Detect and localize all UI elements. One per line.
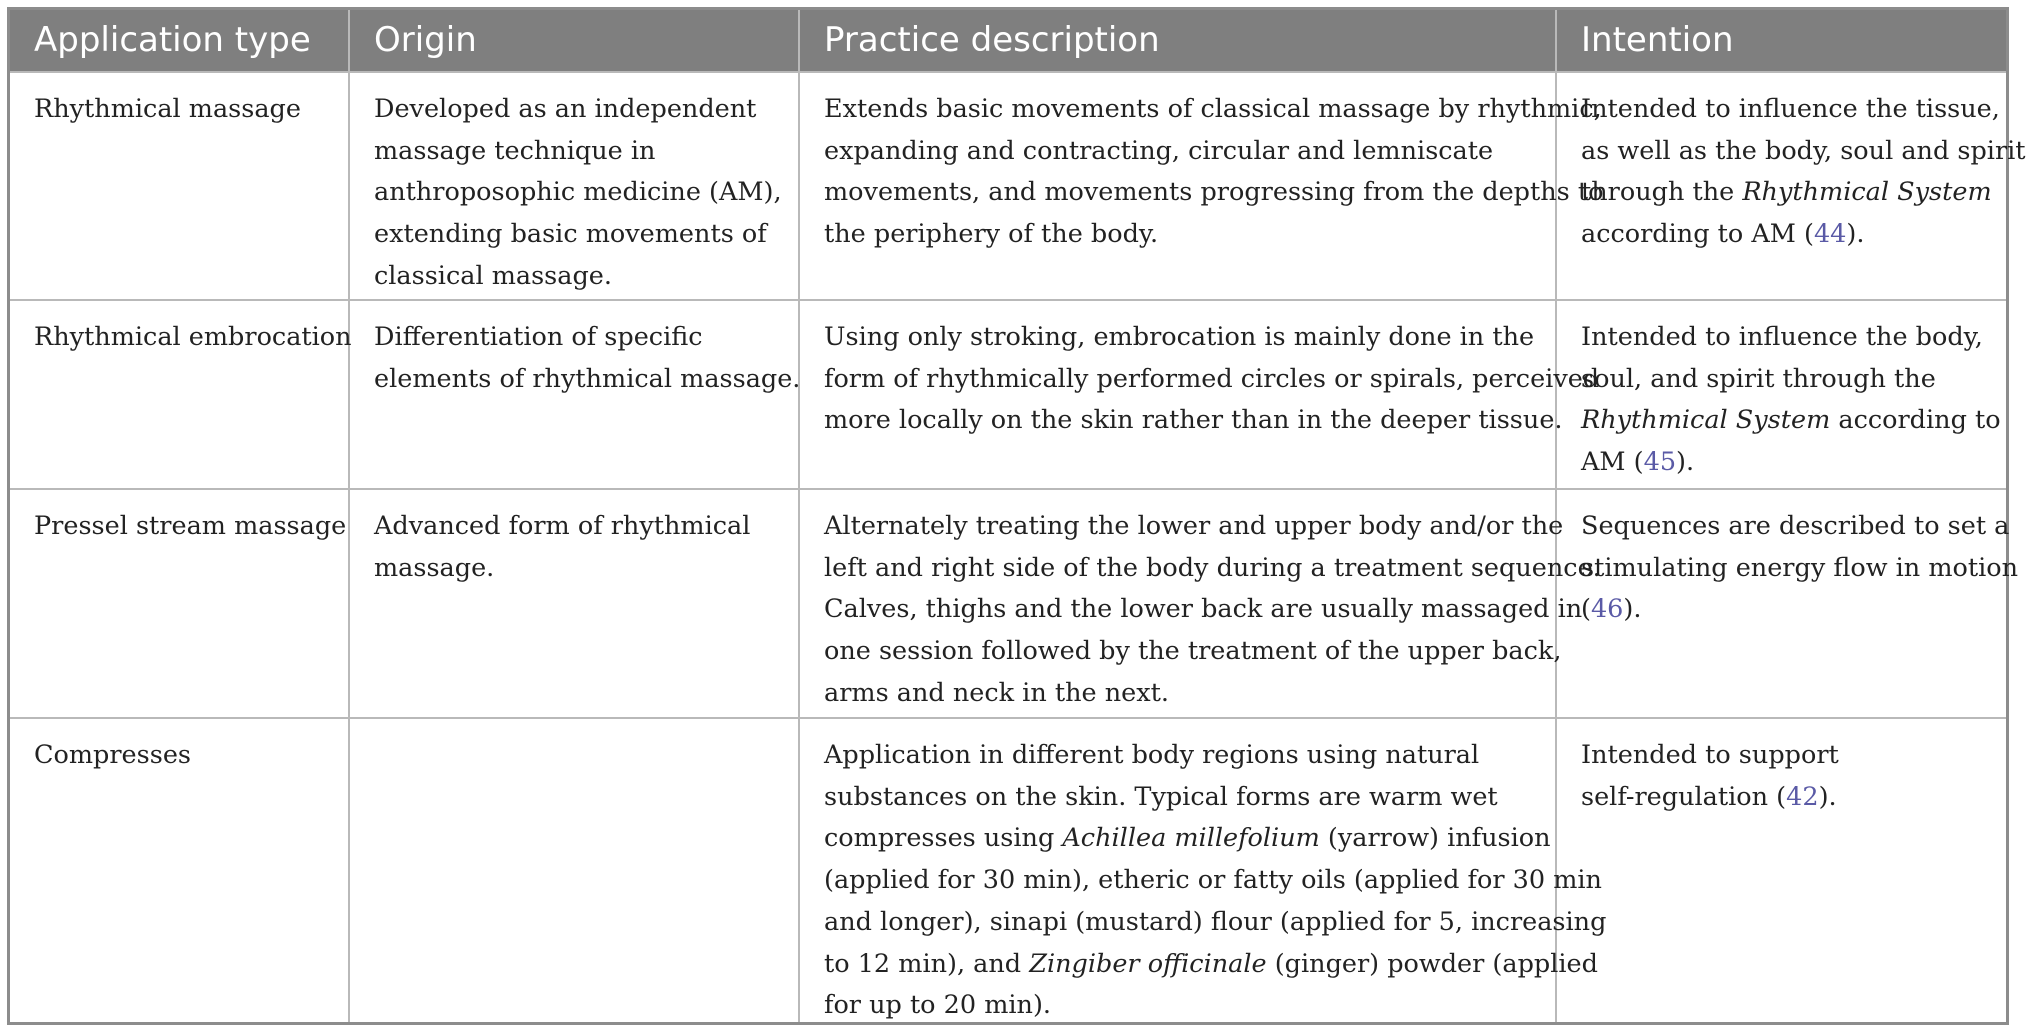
- header-intention: Intention: [1557, 10, 2006, 73]
- text-fragment: ).: [1818, 781, 1837, 812]
- cell-text-line: and longer), sinapi (mustard) flour (applied for 5, increasing: [824, 906, 1607, 937]
- cell-practice-description: [800, 301, 1600, 490]
- cell-text-line: massage technique in: [374, 135, 656, 166]
- cell-origin: [350, 301, 800, 490]
- header-origin: Origin: [350, 10, 800, 73]
- text-fragment: (: [1581, 594, 1591, 625]
- cell-practice-description: [800, 490, 1601, 719]
- cell-origin: [350, 490, 800, 719]
- cell-text-line: Intended to influence the body,: [1581, 322, 1983, 352]
- italic-term: Zingiber officinale: [1029, 948, 1267, 979]
- cell-text-line: Sequences are described to set a: [1581, 511, 2010, 541]
- cell-text-line: Extends basic movements of classical massage by rhythmic,: [824, 94, 1602, 124]
- cell-text-line: soul, and spirit through the: [1581, 363, 1936, 394]
- cell-text-line: [1581, 589, 1986, 631]
- cell-intention: [1557, 490, 2019, 719]
- cell-text-line: Using only stroking, embrocation is mainly done in the: [824, 322, 1535, 352]
- cell-text-line: substances on the skin. Typical forms are warm wet: [824, 781, 1498, 812]
- cell-text-line: left and right side of the body during a treatment sequence.: [824, 552, 1601, 583]
- cell-origin-empty: [350, 719, 800, 1022]
- cell-text-line: [1581, 777, 1986, 819]
- text-fragment: to 12 min), and: [824, 948, 1030, 979]
- text-fragment: ).: [1676, 447, 1695, 478]
- cell-text-line: Developed as an independent: [374, 94, 757, 124]
- text-fragment: compresses using: [824, 823, 1063, 854]
- cell-practice-description: [800, 73, 1604, 301]
- reference-link[interactable]: 45: [1643, 447, 1677, 478]
- cell-text-line: Differentiation of specific: [374, 322, 703, 352]
- cell-text-line: form of rhythmically performed circles or spirals, perceived: [824, 363, 1600, 394]
- cell-text-line: (applied for 30 min), etheric or fatty oils (applied for 30 min: [824, 865, 1602, 896]
- reference-link[interactable]: 42: [1786, 781, 1819, 812]
- cell-intention: [1557, 73, 2026, 301]
- cell-text: Rhythmical embrocation: [34, 322, 352, 352]
- cell-application-type: [10, 73, 350, 301]
- cell-practice-description: [800, 719, 1607, 1022]
- cell-text-line: [824, 944, 1598, 986]
- cell-text-line: Calves, thighs and the lower back are usually massaged in: [824, 594, 1583, 625]
- text-fragment: through the: [1581, 177, 1743, 208]
- cell-text-line: one session followed by the treatment of the upper back,: [824, 636, 1562, 667]
- italic-term: Achillea millefolium: [1062, 823, 1320, 854]
- cell-text-line: the periphery of the body.: [824, 219, 1159, 250]
- cell-text-line: Application in different body regions using natural: [824, 740, 1480, 770]
- cell-text-line: movements, and movements progressing from the depths to: [824, 177, 1604, 208]
- cell-text-line: extending basic movements of: [374, 219, 767, 250]
- cell-application-type: [10, 719, 350, 1022]
- cell-text-line: Advanced form of rhythmical: [374, 511, 751, 541]
- cell-text-line: stimulating energy flow in motion: [1581, 552, 2019, 583]
- italic-term: Rhythmical System: [1581, 405, 1831, 436]
- header-practice-description: Practice description: [800, 10, 1557, 73]
- text-fragment: according to AM (: [1581, 219, 1814, 250]
- text-fragment: (ginger) powder (applied: [1266, 948, 1598, 979]
- text-fragment: AM (: [1581, 447, 1644, 478]
- cell-text-line: [1581, 442, 1986, 484]
- text-fragment: ).: [1846, 219, 1865, 250]
- cell-text-line: massage.: [374, 552, 495, 583]
- cell-text-line: [1581, 214, 1986, 256]
- cell-intention: [1557, 719, 2006, 1022]
- cell-text-line: as well as the body, soul and spirit: [1581, 135, 2026, 166]
- cell-text-line: elements of rhythmical massage.: [374, 363, 801, 394]
- cell-intention: [1557, 301, 2006, 490]
- cell-application-type: [10, 490, 350, 719]
- cell-text-line: more locally on the skin rather than in the deeper tissue.: [824, 405, 1563, 436]
- cell-text-line: [1581, 400, 2001, 442]
- cell-text: Pressel stream massage: [34, 511, 347, 541]
- reference-link[interactable]: 44: [1813, 219, 1847, 250]
- text-fragment: (yarrow) infusion: [1319, 823, 1551, 854]
- cell-text: Rhythmical massage: [34, 94, 301, 124]
- cell-text-line: anthroposophic medicine (AM),: [374, 177, 782, 208]
- text-fragment: according to: [1830, 405, 2001, 436]
- text-fragment: ).: [1623, 594, 1642, 625]
- reference-link[interactable]: 46: [1590, 594, 1624, 625]
- text-fragment: self-regulation (: [1581, 781, 1787, 812]
- cell-text-line: [1581, 172, 1992, 214]
- cell-text-line: classical massage.: [374, 260, 612, 291]
- header-application-type: Application type: [10, 10, 350, 73]
- practices-table: [7, 7, 2026, 1025]
- cell-text-line: Intended to influence the tissue,: [1581, 94, 2000, 124]
- cell-application-type: [10, 301, 350, 490]
- cell-text-line: arms and neck in the next.: [824, 677, 1169, 708]
- italic-term: Rhythmical System: [1742, 177, 1992, 208]
- cell-text-line: Alternately treating the lower and upper body and/or the: [824, 511, 1564, 541]
- cell-text-line: [824, 818, 1551, 860]
- cell-text: Compresses: [34, 740, 191, 770]
- cell-origin: [350, 73, 800, 301]
- cell-text-line: Intended to support: [1581, 740, 1839, 770]
- cell-text-line: expanding and contracting, circular and lemniscate: [824, 135, 1494, 166]
- cell-text-line: for up to 20 min).: [824, 990, 1052, 1021]
